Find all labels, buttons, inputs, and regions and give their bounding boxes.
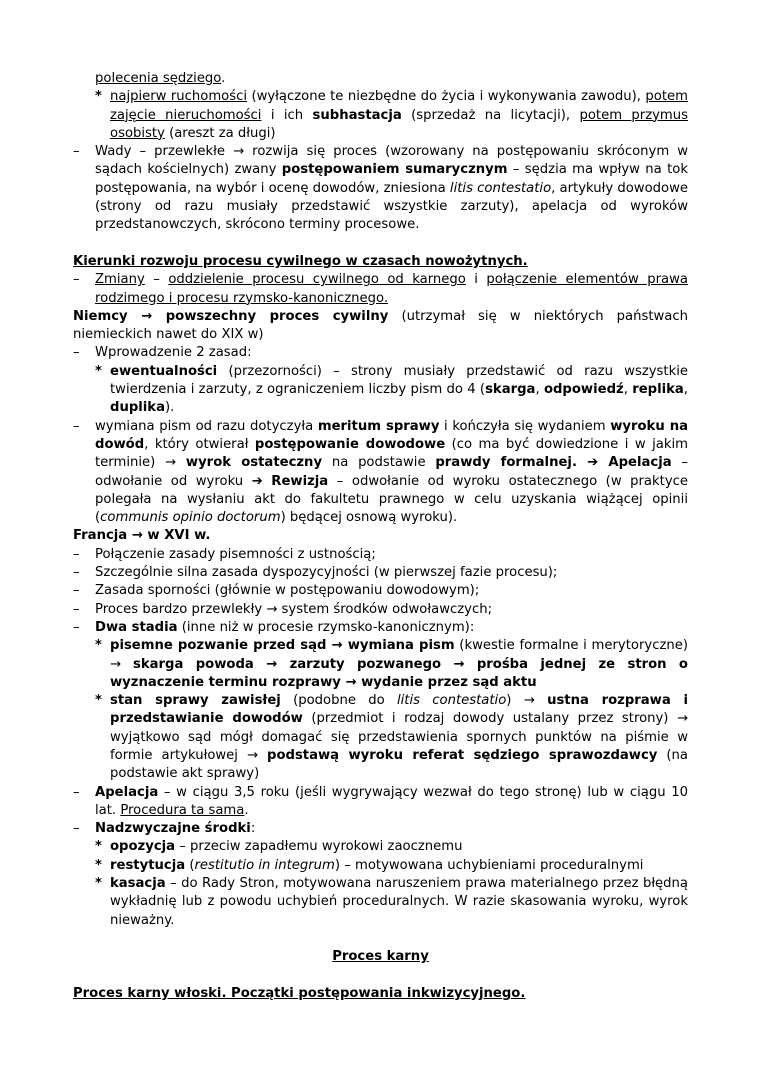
bullet-dash: –: [73, 546, 80, 562]
dash-item-wady: – Wady – przewlekłe → rozwija się proces (wzorowany na postępowaniu skróconym w sądach kościelnych) zwany postępowaniem sumarycznym – sędzia ma wpływ na tok postępowania, na wybór i ocenę dowodów, zniesiona litis contestatio, artykuły dowodowe (strony od razu musiały przedstawić wszystkie zarzuty), apelacja od wyroków przedstanowczych, skrócono terminy procesowe.: [73, 144, 688, 233]
section-heading-kierunki: Kierunki rozwoju procesu cywilnego w czasach nowożytnych.: [73, 253, 528, 269]
dash-item-francja-1: – Połączenie zasady pisemności z ustnością;: [73, 546, 688, 564]
document-page: [73, 70, 688, 1003]
continuation-line: polecenia sędziego.: [95, 71, 226, 86]
bullet-star: *: [95, 839, 102, 855]
francja-heading: Francja → w XVI w.: [73, 528, 211, 544]
dash-item-nadzwyczajne: – Nadzwyczajne środki:: [73, 820, 688, 838]
dash-item-zmiany: – Zmiany – oddzielenie procesu cywilnego od karnego i połączenie elementów prawa rodzimego i procesu rzymsko-kanonicznego.: [73, 272, 688, 306]
dash-item-dwa-stadia: – Dwa stadia (inne niż w procesie rzymsko-kanonicznym):: [73, 619, 688, 637]
bullet-dash: –: [73, 418, 80, 434]
star-item-pisemne: * pisemne pozwanie przed sąd → wymiana pism (kwestie formalne i merytoryczne) → skarga powoda → zarzuty pozwanego → prośba jednej ze stron o wyznaczenie terminu rozprawy → wydanie przez sąd aktu: [95, 638, 688, 690]
bullet-dash: –: [73, 144, 80, 160]
bullet-star: *: [95, 89, 102, 105]
niemcy-heading: Niemcy → powszechny proces cywilny (utrzymał się w niektórych państwach niemieckich nawet do XIX w): [73, 308, 688, 343]
bullet-star: *: [95, 693, 102, 709]
bullet-dash: –: [73, 784, 80, 800]
section-heading-proces-karny-wloski: Proces karny włoski. Początki postępowania inkwizycyjnego.: [73, 985, 526, 1001]
bullet-star: *: [95, 363, 102, 379]
bullet-dash: –: [73, 619, 80, 635]
star-item-ruchomosci: * najpierw ruchomości (wyłączone te niezbędne do życia i wykonywania zawodu), potem zajęcie nieruchomości i ich subhastacja (sprzedaż na licytacji), potem przymus osobisty (areszt za długi): [95, 89, 688, 141]
section-title-proces-karny: Proces karny: [332, 949, 429, 965]
dash-item-francja-4: – Proces bardzo przewlekły → system środków odwoławczych;: [73, 601, 688, 619]
bullet-dash: –: [73, 583, 80, 599]
star-item-stan-sprawy: * stan sprawy zawisłej (podobne do litis contestatio) → ustna rozprawa i przedstawianie dowodów (przedmiot i rodzaj dowody ustalany przez strony) → wyjątkowo sąd mógł domagać się przedstawienia spornych punktów na piśmie w formie artykułowej → podstawą wyroku referat sędziego sprawozdawcy (na podstawie akt sprawy): [95, 693, 688, 782]
dash-item-apelacja: – Apelacja – w ciągu 3,5 roku (jeśli wygrywający wezwał do tego stronę) lub w ciągu 10 lat. Procedura ta sama.: [73, 784, 688, 818]
star-item-kasacja: * kasacja – do Rady Stron, motywowana naruszeniem prawa materialnego przez błędną wykładnię lub z powodu uchybień proceduralnych. W razie skasowania wyroku, wyrok nieważny.: [95, 876, 688, 928]
bullet-dash: –: [73, 565, 80, 581]
bullet-dash: –: [73, 601, 80, 617]
star-item-opozycja: * opozycja – przeciw zapadłemu wyrokowi zaocznemu: [73, 838, 688, 856]
dash-item-wprowadzenie: – Wprowadzenie 2 zasad:: [73, 344, 688, 362]
bullet-dash: –: [73, 821, 80, 837]
star-item-ewentualnosci: * ewentualności (przezorności) – strony musiały przedstawić od razu wszystkie twierdzenia i zarzuty, z ograniczeniem liczby pism do 4 (skarga, odpowiedź, replika, duplika).: [95, 363, 688, 416]
star-item-restytucja: * restytucja (restitutio in integrum) – motywowana uchybieniami proceduralnymi: [73, 857, 688, 875]
dash-item-francja-3: – Zasada sporności (głównie w postępowaniu dowodowym);: [73, 582, 688, 600]
bullet-dash: –: [73, 272, 80, 288]
bullet-star: *: [95, 857, 102, 873]
bullet-dash: –: [73, 345, 80, 361]
dash-item-francja-2: – Szczególnie silna zasada dyspozycyjności (w pierwszej fazie procesu);: [73, 564, 688, 582]
bullet-star: *: [95, 638, 102, 654]
dash-item-wymiana-pism: – wymiana pism od razu dotyczyła meritum sprawy i kończyła się wydaniem wyroku na dowód, który otwierał postępowanie dowodowe (co ma być dowiedzione i w jakim terminie) → wyrok ostateczny na podstawie prawdy formalnej. ➔ Apelacja – odwołanie od wyroku ➔ Rewizja – odwołanie od wyroku ostatecznego (w praktyce polegała na wysłaniu akt do fakultetu prawnego w celu uzyskania wiążącej opinii (communis opinio doctorum) będącej osnową wyroku).: [73, 418, 689, 526]
bullet-star: *: [95, 876, 102, 892]
